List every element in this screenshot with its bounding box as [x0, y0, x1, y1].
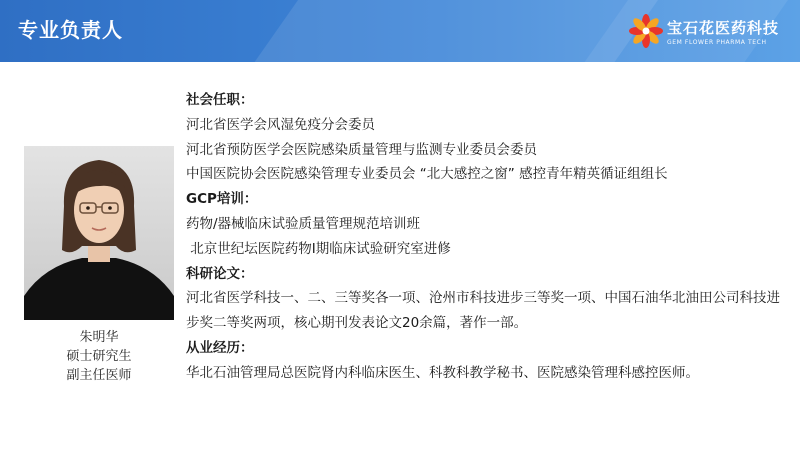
section-heading-gcp: GCP培训：: [186, 191, 258, 208]
profile-position: 副主任医师: [66, 368, 132, 383]
section-heading-research: 科研论文：: [186, 265, 254, 282]
profile-details: [186, 88, 790, 386]
profile-photo: [24, 146, 174, 320]
profile-caption: [24, 328, 174, 385]
gcp-item: 北京世纪坛医院药物Ⅰ期临床试验研究室进修: [186, 240, 451, 257]
social-item: 河北省预防医学会医院感染质量管理与监测专业委员会委员: [186, 141, 537, 158]
page-title: 专业负责人: [18, 18, 123, 42]
company-logo: [629, 12, 797, 52]
profile-name: 朱明华: [79, 330, 119, 345]
career-text: 华北石油管理局总医院肾内科临床医生、科教科教学秘书、医院感染管理科感控医师。: [186, 364, 699, 381]
section-heading-social: 社会任职：: [186, 92, 254, 108]
gem-flower-logo-icon: [629, 14, 663, 48]
gcp-item: 药物/器械临床试验质量管理规范培训班: [186, 215, 421, 232]
logo-name: 宝石花医药科技: [667, 19, 780, 37]
research-text: 河北省医学科技一、二、三等奖各一项、沧州市科技进步三等奖一项、中国石油华北油田公司科技进步奖二等奖两项，核心期刊发表论文20余篇，著作一部。: [186, 290, 780, 332]
social-item: 中国医院协会医院感染管理专业委员会 “北大感控之窗” 感控青年精英循证组组长: [186, 166, 668, 183]
section-heading-career: 从业经历：: [186, 339, 254, 356]
profile-degree: 硕士研究生: [66, 349, 132, 364]
header-bar: [0, 0, 800, 62]
logo-subtitle: GEM FLOWER PHARMA TECH: [667, 39, 767, 46]
social-item: 河北省医学会风湿免疫分会委员: [186, 116, 375, 133]
